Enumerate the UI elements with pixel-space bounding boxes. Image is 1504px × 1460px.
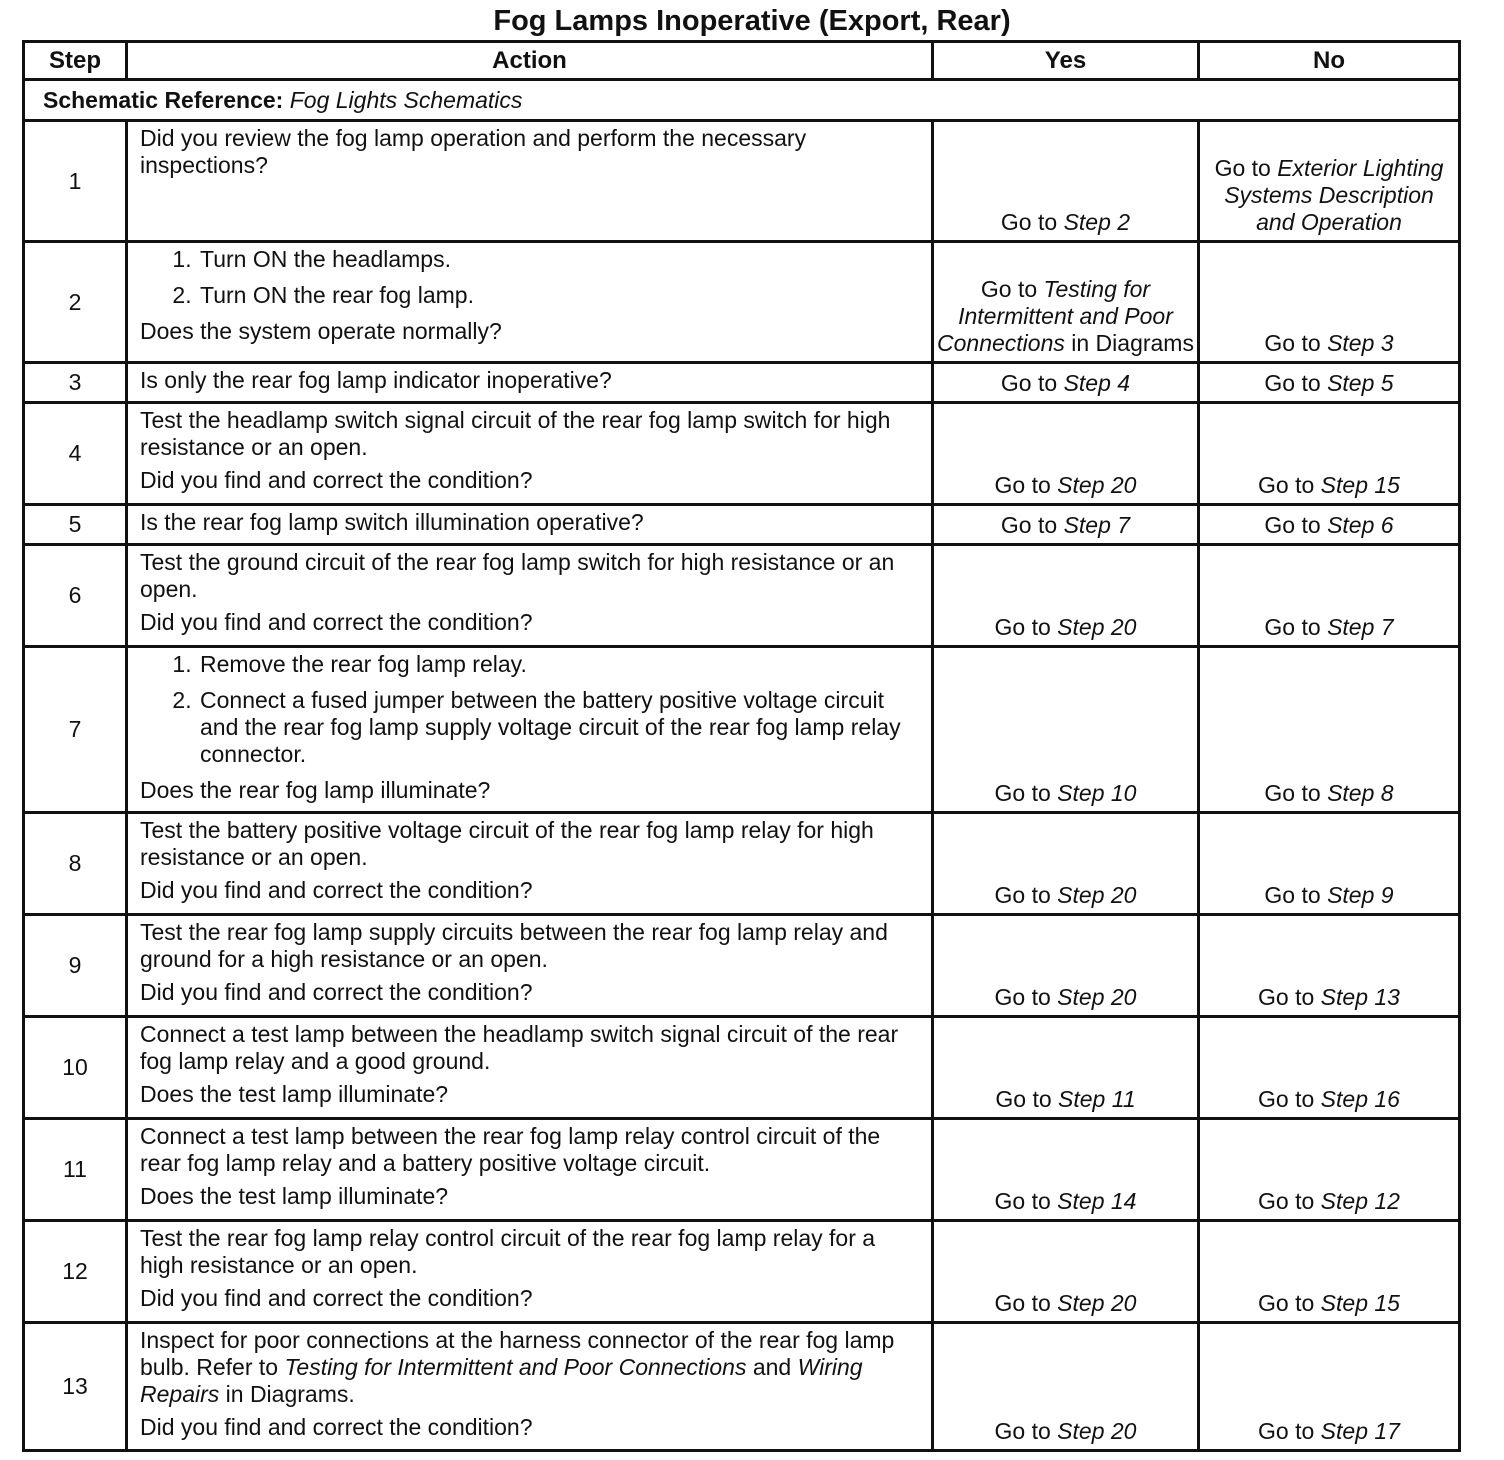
table-row [24,403,1460,505]
action-question: Did you find and correct the condition? [140,1285,533,1311]
yes-cell [933,121,1199,242]
table-row [24,813,1460,915]
no-prefix: Go to [1264,614,1321,640]
step-number: 6 [24,545,127,647]
step-number: 5 [24,505,127,545]
no-link[interactable]: Step 6 [1327,512,1394,538]
no-prefix: Go to [1264,780,1321,806]
no-link[interactable]: Step 15 [1320,1290,1400,1316]
no-prefix: Go to [1258,1418,1315,1444]
table-row [24,363,1460,403]
yes-cell [933,403,1199,505]
action-text: Test the rear fog lamp relay control circuit of the rear fog lamp relay for a high resistance or an open. [140,1225,876,1278]
action-question: Did you find and correct the condition? [140,609,533,635]
no-link[interactable]: Step 17 [1320,1418,1400,1444]
yes-cell [933,1323,1199,1451]
step-number: 2 [24,242,127,363]
table-row [24,1017,1460,1119]
header-yes: Yes [933,42,1199,80]
action-substeps [140,246,921,309]
yes-prefix: Go to [994,1418,1051,1444]
action-question: Did you find and correct the condition? [140,1414,533,1440]
action-text [140,1327,921,1408]
substep-item: 1. Remove the rear fog lamp relay. [198,651,921,678]
diagnostic-table [22,40,1461,1452]
yes-cell [933,813,1199,915]
yes-prefix: Go to [1000,370,1058,396]
step-number: 9 [24,915,127,1017]
substep-item: 1. Turn ON the headlamps. [198,246,921,273]
yes-link[interactable]: Step 10 [1057,780,1137,806]
yes-link[interactable]: Step 20 [1057,472,1137,498]
yes-prefix: Go to [994,882,1051,908]
yes-suffix: in Diagrams [1071,330,1194,356]
yes-link[interactable]: Testing for Intermittent and Poor Connections [937,276,1173,356]
action-question: Does the test lamp illuminate? [140,1081,449,1107]
no-cell [1199,813,1460,915]
action-cell [127,505,933,545]
yes-link[interactable]: Step 20 [1057,614,1137,640]
yes-prefix: Go to [994,984,1051,1010]
no-link[interactable]: Exterior Lighting Systems Description and Operation [1224,155,1444,235]
no-cell [1199,647,1460,813]
yes-cell [933,1017,1199,1119]
no-link[interactable]: Step 16 [1320,1086,1400,1112]
step-number: 13 [24,1323,127,1451]
reference-link[interactable]: Wiring Repairs [140,1354,863,1407]
no-link[interactable]: Step 5 [1327,370,1394,396]
yes-cell [933,363,1199,403]
yes-link[interactable]: Step 20 [1057,1418,1137,1444]
no-prefix: Go to [1258,1188,1315,1214]
no-cell [1199,1017,1460,1119]
schematic-link[interactable]: Fog Lights Schematics [289,86,523,113]
action-text: Is the rear fog lamp switch illumination operative? [140,509,644,535]
no-link[interactable]: Step 13 [1320,984,1400,1010]
action-question: Does the system operate normally? [140,318,502,344]
action-text: Test the ground circuit of the rear fog lamp switch for high resistance or an open. [140,549,895,602]
no-link[interactable]: Step 7 [1327,614,1394,640]
action-cell [127,1119,933,1221]
yes-cell [933,647,1199,813]
table-row [24,647,1460,813]
yes-cell [933,545,1199,647]
action-cell [127,242,933,363]
yes-prefix: Go to [994,472,1051,498]
no-link[interactable]: Step 3 [1327,330,1394,356]
yes-cell [933,1221,1199,1323]
action-cell [127,545,933,647]
action-cell [127,813,933,915]
action-question: Does the test lamp illuminate? [140,1183,449,1209]
action-text-part: in Diagrams. [225,1381,355,1407]
no-prefix: Go to [1214,155,1271,181]
step-number: 12 [24,1221,127,1323]
action-question: Does the rear fog lamp illuminate? [140,777,491,803]
action-question: Did you find and correct the condition? [140,877,533,903]
header-no: No [1199,42,1460,80]
table-row [24,1119,1460,1221]
action-cell [127,121,933,242]
page-title: Fog Lamps Inoperative (Export, Rear) [493,5,1011,37]
no-link[interactable]: Step 12 [1320,1188,1400,1214]
yes-link[interactable]: Step 2 [1063,209,1131,235]
step-number: 10 [24,1017,127,1119]
action-cell [127,647,933,813]
step-number: 7 [24,647,127,813]
action-cell [127,1323,933,1451]
no-prefix: Go to [1258,1086,1315,1112]
yes-cell [933,1119,1199,1221]
no-prefix: Go to [1264,330,1321,356]
no-cell [1199,242,1460,363]
yes-prefix: Go to [995,1086,1052,1112]
no-cell [1199,403,1460,505]
yes-prefix: Go to [1000,209,1058,235]
no-cell [1199,121,1460,242]
step-number: 11 [24,1119,127,1221]
no-link[interactable]: Step 9 [1327,882,1394,908]
yes-link[interactable]: Step 14 [1057,1188,1137,1214]
yes-prefix: Go to [1000,512,1058,538]
schematic-label: Schematic Reference: [43,86,284,113]
no-cell [1199,1323,1460,1451]
substep-item: 2. Connect a fused jumper between the battery positive voltage circuit and the rear fog lamp supply voltage circuit of the rear fog lamp relay connector. [198,687,921,768]
action-text: Is only the rear fog lamp indicator inoperative? [140,367,612,393]
action-text: Connect a test lamp between the rear fog lamp relay control circuit of the rear fog lamp relay and a battery positive voltage circuit. [140,1123,881,1176]
no-prefix: Go to [1264,370,1321,396]
action-cell [127,1221,933,1323]
yes-link[interactable]: Step 11 [1058,1086,1136,1112]
table-row [24,242,1460,363]
yes-link[interactable]: Step 20 [1057,984,1137,1010]
action-text: Test the battery positive voltage circuit of the rear fog lamp relay for high resistance or an open. [140,817,874,870]
action-cell [127,1017,933,1119]
no-prefix: Go to [1258,1290,1315,1316]
step-number: 8 [24,813,127,915]
header-step: Step [24,42,127,80]
yes-link[interactable]: Step 20 [1057,1290,1137,1316]
no-prefix: Go to [1258,984,1315,1010]
yes-link[interactable]: Step 4 [1063,370,1131,396]
no-cell [1199,1221,1460,1323]
no-link[interactable]: Step 8 [1327,780,1394,806]
schematic-reference [24,80,1460,121]
action-cell [127,403,933,505]
reference-link[interactable]: Testing for Intermittent and Poor Connections [284,1354,747,1380]
no-cell [1199,915,1460,1017]
action-text: Did you review the fog lamp operation and perform the necessary inspections? [140,125,807,178]
yes-prefix: Go to [994,614,1051,640]
action-text-part: and [752,1354,792,1380]
table-row [24,505,1460,545]
table-row [24,915,1460,1017]
action-text: Connect a test lamp between the headlamp switch signal circuit of the rear fog lamp relay and a good ground. [140,1021,899,1074]
yes-cell [933,242,1199,363]
no-cell [1199,545,1460,647]
no-prefix: Go to [1264,882,1321,908]
step-number: 4 [24,403,127,505]
action-text: Test the headlamp switch signal circuit of the rear fog lamp switch for high resistance or an open. [140,407,891,460]
yes-prefix: Go to [994,780,1051,806]
yes-prefix: Go to [980,276,1038,302]
yes-prefix: Go to [994,1188,1051,1214]
action-cell [127,363,933,403]
action-cell [127,915,933,1017]
action-question: Did you find and correct the condition? [140,467,533,493]
substep-item: 2. Turn ON the rear fog lamp. [198,282,921,309]
yes-link[interactable]: Step 20 [1057,882,1137,908]
action-question: Did you find and correct the condition? [140,979,533,1005]
yes-link[interactable]: Step 7 [1063,512,1131,538]
schematic-row [24,80,1460,121]
no-cell [1199,505,1460,545]
step-number: 1 [24,121,127,242]
header-action: Action [127,42,933,80]
no-link[interactable]: Step 15 [1320,472,1400,498]
table-row [24,545,1460,647]
table-row [24,1323,1460,1451]
step-number: 3 [24,363,127,403]
no-cell [1199,363,1460,403]
action-text-part: Inspect for poor connections at the harness connector of the rear fog lamp bulb. Refer to [140,1327,895,1380]
table-row [24,121,1460,242]
header-row [24,42,1460,80]
no-prefix: Go to [1258,472,1315,498]
action-text: Test the rear fog lamp supply circuits between the rear fog lamp relay and ground for a high resistance or an open. [140,919,888,972]
yes-cell [933,505,1199,545]
table-row [24,1221,1460,1323]
action-substeps [140,651,921,768]
yes-cell [933,915,1199,1017]
yes-prefix: Go to [994,1290,1051,1316]
no-prefix: Go to [1264,512,1321,538]
no-cell [1199,1119,1460,1221]
